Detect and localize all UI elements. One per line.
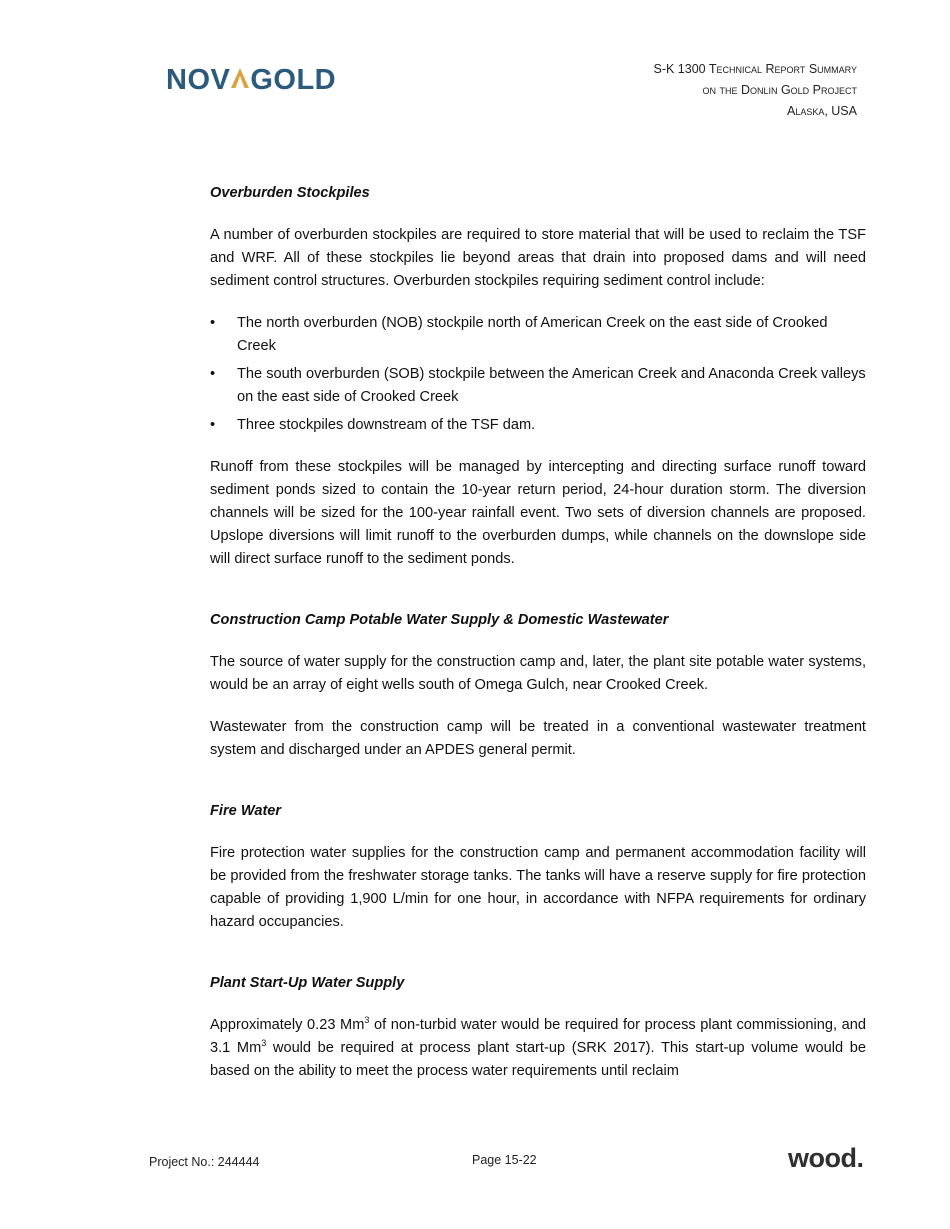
paragraph-overburden-intro: A number of overburden stockpiles are required to store material that will be used to reclaim the TSF and WRF. All of these stockpiles lie beyond areas that drain into proposed dams and will need sediment control structures. Overburden stockpiles requiring sediment control include:: [210, 227, 866, 289]
paragraph-wastewater: Wastewater from the construction camp will be treated in a conventional wastewater treatment system and discharged under an APDES general permit.: [210, 719, 866, 758]
page-content: [210, 182, 866, 1102]
bullet-icon: •: [210, 417, 216, 433]
logo-a-mark-icon: [230, 67, 250, 89]
report-header: [654, 59, 858, 122]
logo-text-left: NOV: [166, 64, 231, 96]
list-item: • Three stockpiles downstream of the TSF dam.: [210, 414, 866, 437]
wood-logo: wood.: [788, 1143, 864, 1173]
report-title-line3: Alaska, USA: [786, 104, 857, 118]
heading-startup-water: Plant Start-Up Water Supply: [210, 975, 405, 991]
paragraph-runoff: Runoff from these stockpiles will be managed by intercepting and directing surface runoff toward sediment ponds sized to contain the 10-year return period, 24-hour duration storm. The diversion channels will be sized for the 100-year rainfall event. Two sets of diversion channels are proposed. Upslope diversions will limit runoff to the overburden dumps, while channels on the downslope side will direct surface runoff to the sediment ponds.: [210, 459, 866, 567]
report-title-line1: S-K 1300 Technical Report Summary: [653, 62, 857, 76]
report-title-line2: on the Donlin Gold Project: [702, 83, 857, 97]
paragraph-startup-water: Approximately 0.23 Mm$^3$ of non-turbid water would be required for process plant commissioning, and 3.1 Mm$^3$ would be required at process plant start-up (SRK 2017). This start-up volume would be based on the ability to meet the process water requirements until reclaim: [210, 1015, 867, 1079]
heading-fire-water: Fire Water: [210, 803, 282, 819]
page-number: Page 15-22: [472, 1153, 537, 1167]
list-item: • The south overburden (SOB) stockpile between the American Creek and Anaconda Creek valleys on the east side of Crooked Creek: [210, 363, 866, 409]
project-number: Project No.: 244444: [149, 1155, 260, 1169]
list-item: • The north overburden (NOB) stockpile north of American Creek on the east side of Crooked Creek: [210, 312, 866, 358]
stockpile-list: [210, 312, 866, 437]
logo-text-right: GOLD: [250, 64, 337, 96]
paragraph-water-source: The source of water supply for the construction camp and, later, the plant site potable water systems, would be an array of eight wells south of Omega Gulch, near Crooked Creek.: [210, 654, 866, 693]
heading-overburden-stockpiles: Overburden Stockpiles: [210, 185, 370, 201]
bullet-icon: •: [210, 315, 216, 331]
bullet-icon: •: [210, 366, 216, 382]
paragraph-fire-water: Fire protection water supplies for the construction camp and permanent accommodation facility will be provided from the freshwater storage tanks. The tanks will have a reserve supply for fire protection capable of providing 1,900 L/min for one hour, in accordance with NFPA requirements for ordinary hazard occupancies.: [210, 845, 866, 930]
novagold-logo: [166, 66, 336, 95]
heading-camp-water: Construction Camp Potable Water Supply & Domestic Wastewater: [210, 612, 669, 628]
